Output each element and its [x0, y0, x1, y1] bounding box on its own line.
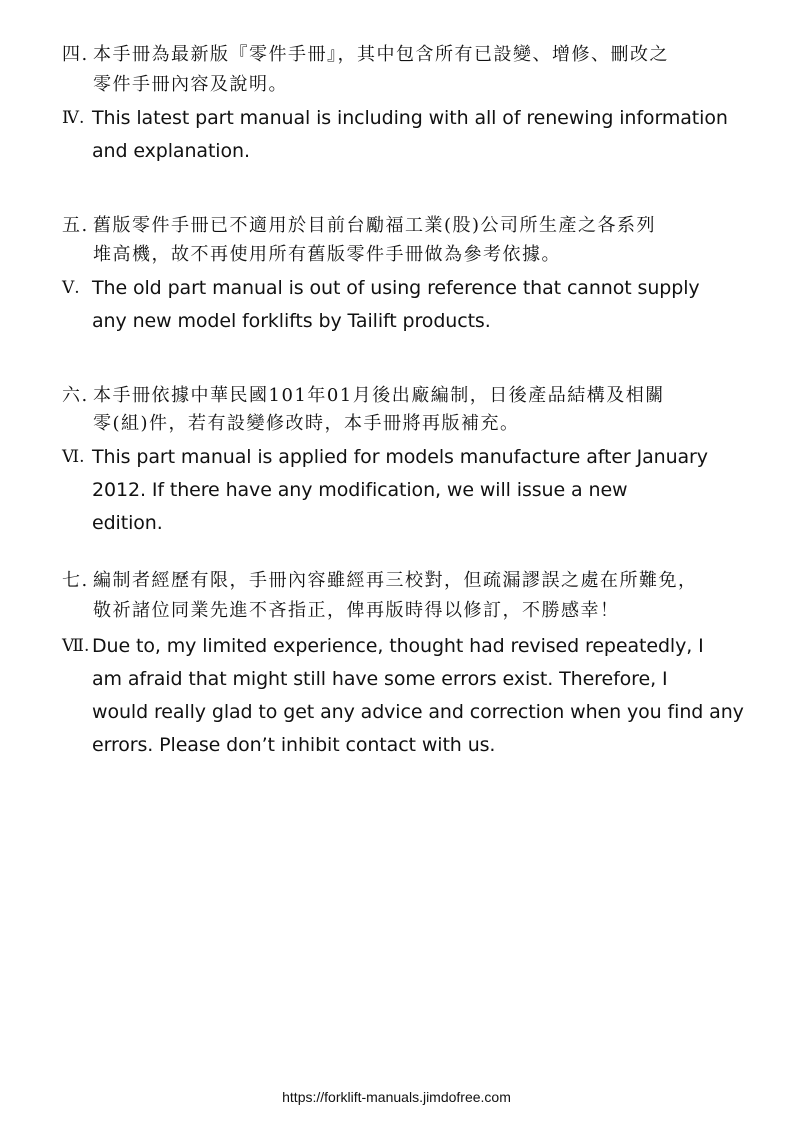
en-paragraph-line: would really glad to get any advice and correction when you find any [92, 701, 744, 723]
zh-marker: 四. [62, 44, 89, 65]
en-marker: Ⅶ. [62, 636, 90, 656]
zh-marker: 七. [62, 570, 89, 591]
zh-paragraph-line: 編制者經歷有限，手冊內容雖經再三校對，但疏漏謬誤之處在所難免， [93, 570, 698, 591]
zh-marker: 六. [62, 385, 89, 406]
en-paragraph-line: edition. [92, 512, 163, 534]
en-paragraph-line: any new model forklifts by Tailift products. [92, 310, 491, 332]
zh-paragraph-line: 敬祈諸位同業先進不吝指正，俾再版時得以修訂，不勝感幸！ [93, 600, 620, 621]
en-marker: Ⅳ. [62, 108, 85, 128]
en-paragraph-line: The old part manual is out of using reference that cannot supply [92, 277, 700, 299]
en-paragraph-line: and explanation. [92, 140, 250, 162]
en-paragraph-line: am afraid that might still have some errors exist. Therefore, I [92, 668, 668, 690]
en-paragraph-line: This part manual is applied for models manufacture after January [92, 446, 708, 468]
en-paragraph-line: This latest part manual is including with all of renewing information [92, 107, 728, 129]
zh-paragraph-line: 本手冊依據中華民國101年01月後出廠編制，日後產品結構及相關 [93, 385, 665, 406]
zh-paragraph-line: 零件手冊內容及說明。 [93, 74, 288, 95]
en-marker: Ⅵ. [62, 447, 85, 467]
zh-paragraph-line: 堆高機，故不再使用所有舊版零件手冊做為參考依據。 [93, 244, 561, 265]
en-paragraph-line: 2012. If there have any modification, we will issue a new [92, 479, 628, 501]
footer-url: https://forklift-manuals.jimdofree.com [282, 1089, 511, 1105]
zh-marker: 五. [62, 215, 89, 236]
en-paragraph-line: errors. Please don’t inhibit contact with us. [92, 734, 496, 756]
zh-paragraph-line: 本手冊為最新版『零件手冊』，其中包含所有已設變、增修、刪改之 [93, 44, 669, 65]
zh-paragraph-line: 舊版零件手冊已不適用於目前台勵福工業(股)公司所生產之各系列 [93, 215, 657, 236]
zh-paragraph-line: 零(組)件，若有設變修改時，本手冊將再版補充。 [93, 413, 520, 434]
en-paragraph-line: Due to, my limited experience, thought had revised repeatedly, I [92, 635, 704, 657]
en-marker: Ⅴ. [62, 278, 80, 298]
